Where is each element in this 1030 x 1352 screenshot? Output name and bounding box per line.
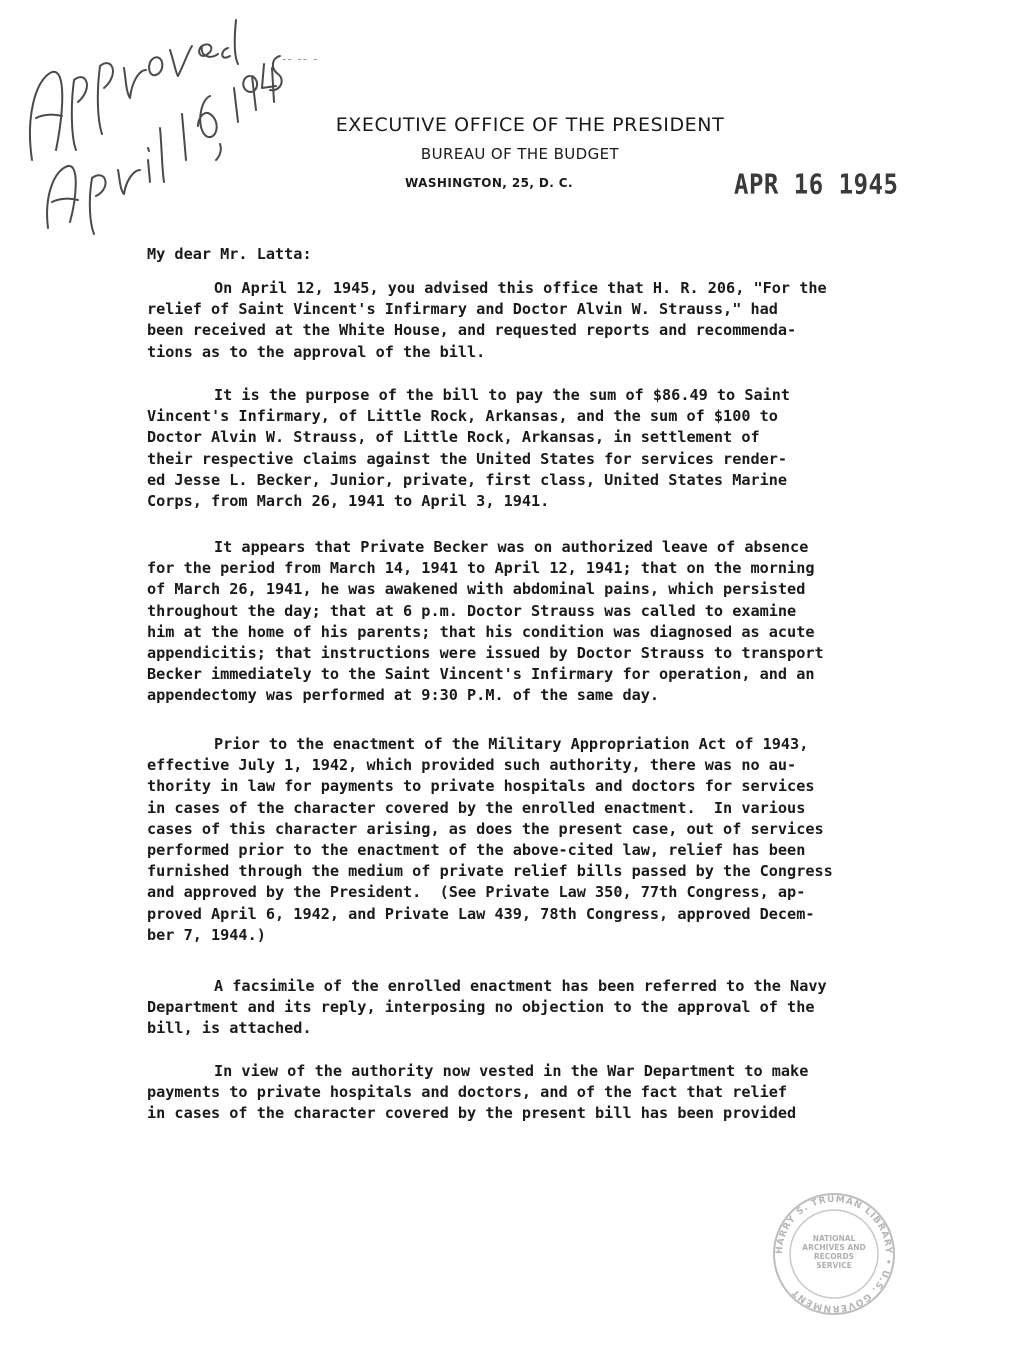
letterhead (300, 112, 760, 193)
text-line: in cases of the character covered by the present bill has been provided (147, 1104, 797, 1123)
text-line: bill, is attached. (147, 1019, 312, 1038)
seal-line: RECORDS (813, 1252, 855, 1261)
text-line: It is the purpose of the bill to pay the sum of $86.49 to Saint (214, 386, 791, 404)
text-line: Becker immediately to the Saint Vincent's Infirmary for operation, and an (147, 665, 815, 684)
text-line: ed Jesse L. Becker, Junior, private, first class, United States Marine (147, 470, 788, 489)
text-line: Department and its reply, interposing no objection to the approval of the (147, 998, 815, 1017)
text-line: A facsimile of the enrolled enactment has been referred to the Navy (214, 977, 827, 995)
text-line: appendectomy was performed at 9:30 P.M. of the same day. (147, 686, 660, 705)
seal-ring-text: HARRY S. TRUMAN LIBRARY • U.S. GOVERNMENT (774, 1194, 894, 1314)
text-line: cases of this character arising, as does the present case, out of services (147, 819, 824, 838)
text-line: Vincent's Infirmary, of Little Rock, Arkansas, and the sum of $100 to (147, 407, 778, 426)
letterhead-title: EXECUTIVE OFFICE OF THE PRESIDENT (335, 114, 725, 136)
text-line: Corps, from March 26, 1941 to April 3, 1941. (147, 491, 550, 510)
text-line: for the period from March 14, 1941 to April 12, 1941; that on the morning (147, 559, 815, 578)
handwritten-approval-note (14, 10, 284, 240)
text-line: of March 26, 1941, he was awakened with abdominal pains, which persisted (147, 580, 806, 599)
paragraph-2 (147, 385, 790, 512)
text-line: and approved by the President. (See Private Law 350, 77th Congress, ap- (147, 883, 806, 902)
seal-line: SERVICE (816, 1261, 852, 1270)
text-line: relief of Saint Vincent's Infirmary and Doctor Alvin W. Strauss," had (147, 300, 778, 319)
seal-line: ARCHIVES AND (802, 1243, 866, 1252)
text-line: ber 7, 1944.) (147, 925, 266, 944)
library-seal-stamp (770, 1190, 898, 1318)
text-line: It appears that Private Becker was on authorized leave of absence (214, 538, 809, 556)
paragraph-3 (147, 537, 824, 707)
letterhead-address: WASHINGTON, 25, D. C. (405, 176, 573, 190)
text-line: tions as to the approval of the bill. (147, 342, 486, 361)
text-line: Doctor Alvin W. Strauss, of Little Rock, Arkansas, in settlement of (147, 428, 760, 447)
salutation: My dear Mr. Latta: (147, 245, 312, 263)
received-date-stamp: APR 16 1945 (734, 168, 899, 201)
text-line: appendicitis; that instructions were issued by Doctor Strauss to transport (147, 643, 824, 662)
paragraph-5 (147, 976, 827, 1040)
text-line: in cases of the character covered by the enrolled enactment. In various (147, 798, 806, 817)
text-line: Prior to the enactment of the Military Appropriation Act of 1943, (214, 735, 809, 753)
text-line: throughout the day; that at 6 p.m. Doctor Strauss was called to examine (147, 601, 797, 620)
paragraph-1 (147, 278, 827, 363)
paragraph-4 (147, 734, 833, 946)
text-line: payments to private hospitals and doctors, and of the fact that relief (147, 1083, 788, 1102)
text-line: performed prior to the enactment of the above-cited law, relief has been (147, 840, 806, 859)
letterhead-bureau: BUREAU OF THE BUDGET (420, 145, 620, 163)
text-line: furnished through the medium of private relief bills passed by the Congress (147, 862, 833, 881)
text-line: thority in law for payments to private hospitals and doctors for services (147, 777, 815, 796)
seal-line: NATIONAL (812, 1234, 856, 1243)
text-line: proved April 6, 1942, and Private Law 439, 78th Congress, approved Decem- (147, 904, 815, 923)
handwriting-drawing (14, 10, 284, 240)
text-line: On April 12, 1945, you advised this office that H. R. 206, "For the (214, 279, 827, 297)
text-line: him at the home of his parents; that his condition was diagnosed as acute (147, 622, 815, 641)
text-line: their respective claims against the United States for services render- (147, 449, 788, 468)
text-line: In view of the authority now vested in the War Department to make (214, 1062, 809, 1080)
text-line: effective July 1, 1942, which provided such authority, there was no au- (147, 756, 797, 775)
seal-center-text (770, 1234, 898, 1270)
text-line: been received at the White House, and requested reports and recommenda- (147, 321, 797, 340)
faint-corner-mark: -- -- - (282, 52, 319, 66)
paragraph-6 (147, 1061, 808, 1125)
